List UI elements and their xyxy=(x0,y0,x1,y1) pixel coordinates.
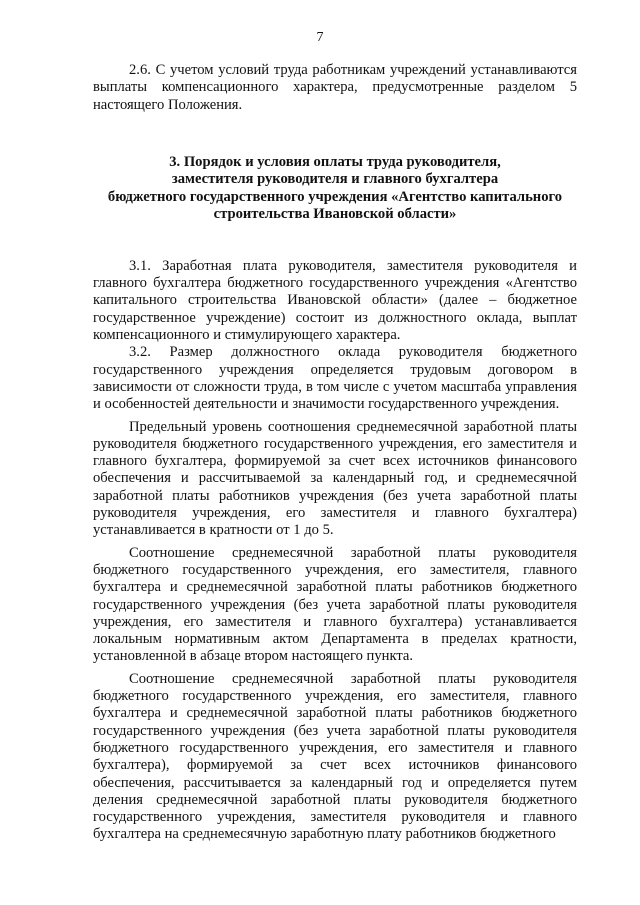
section-title-line: 3. Порядок и условия оплаты труда руководителя, xyxy=(169,153,501,170)
paragraph-ratio-local-act: Соотношение среднемесячной заработной платы руководителя бюджетного государственного учреждения, его заместителя, главного бухгалтера и среднемесячной заработной платы работников бюджетного государственного учреждения (без учета заработной платы руководителя учреждения, его заместителя и главного бухгалтера) устанавливается локальным нормативным актом Департамента в пределах кратности, установленной в абзаце втором настоящего пункта. xyxy=(93,544,577,665)
section-title-line: строительства Ивановской области» xyxy=(213,206,457,223)
paragraph-ratio-calculation: Соотношение среднемесячной заработной платы руководителя бюджетного государственного учреждения, его заместителя, главного бухгалтера и среднемесячной заработной платы работников бюджетного государственного учреждения (без учета заработной платы руководителя бюджетного государственного учреждения, его заместителя и главного бухгалтера), формируемой за счет всех источников финансового обеспечения, рассчитывается за календарный год и определяется путем деления среднемесячной заработной платы руководителя бюджетного государственного учреждения, заместителя руководителя и главного бухгалтера на среднемесячную заработную плату работников бюджетного xyxy=(93,670,577,843)
section-title-line: заместителя руководителя и главного бухгалтера xyxy=(171,171,499,188)
page-number: 7 xyxy=(316,30,324,45)
document-body xyxy=(93,62,577,844)
paragraph-ratio-limit: Предельный уровень соотношения среднемесячной заработной платы руководителя бюджетного государственного учреждения, его заместителя и главного бухгалтера, формируемой за счет всех источников финансового обеспечения и рассчитываемой за календарный год, и среднемесячной заработной платы работников учреждения (без учета заработной платы руководителя учреждения, его заместителя и главного бухгалтера) устанавливается в кратности от 1 до 5. xyxy=(93,418,577,539)
paragraph-3-1: 3.1. Заработная плата руководителя, заместителя руководителя и главного бухгалтера бюджетного государственного учреждения «Агентство капитального строительства Ивановской области» (далее – бюджетное государственное учреждение) состоит из должностного оклада, выплат компенсационного и стимулирующего характера. xyxy=(93,257,577,344)
paragraph-2-6: 2.6. С учетом условий труда работникам учреждений устанавливаются выплаты компенсационного характера, предусмотренные разделом 5 настоящего Положения. xyxy=(93,62,577,113)
paragraph-3-2: 3.2. Размер должностного оклада руководителя бюджетного государственного учреждения определяется трудовым договором в зависимости от сложности труда, в том числе с учетом масштаба управления и особенностей деятельности и значимости государственного учреждения. xyxy=(93,344,577,413)
section-3-title xyxy=(93,154,577,224)
section-title-line: бюджетного государственного учреждения «Агентство капитального xyxy=(107,188,563,205)
